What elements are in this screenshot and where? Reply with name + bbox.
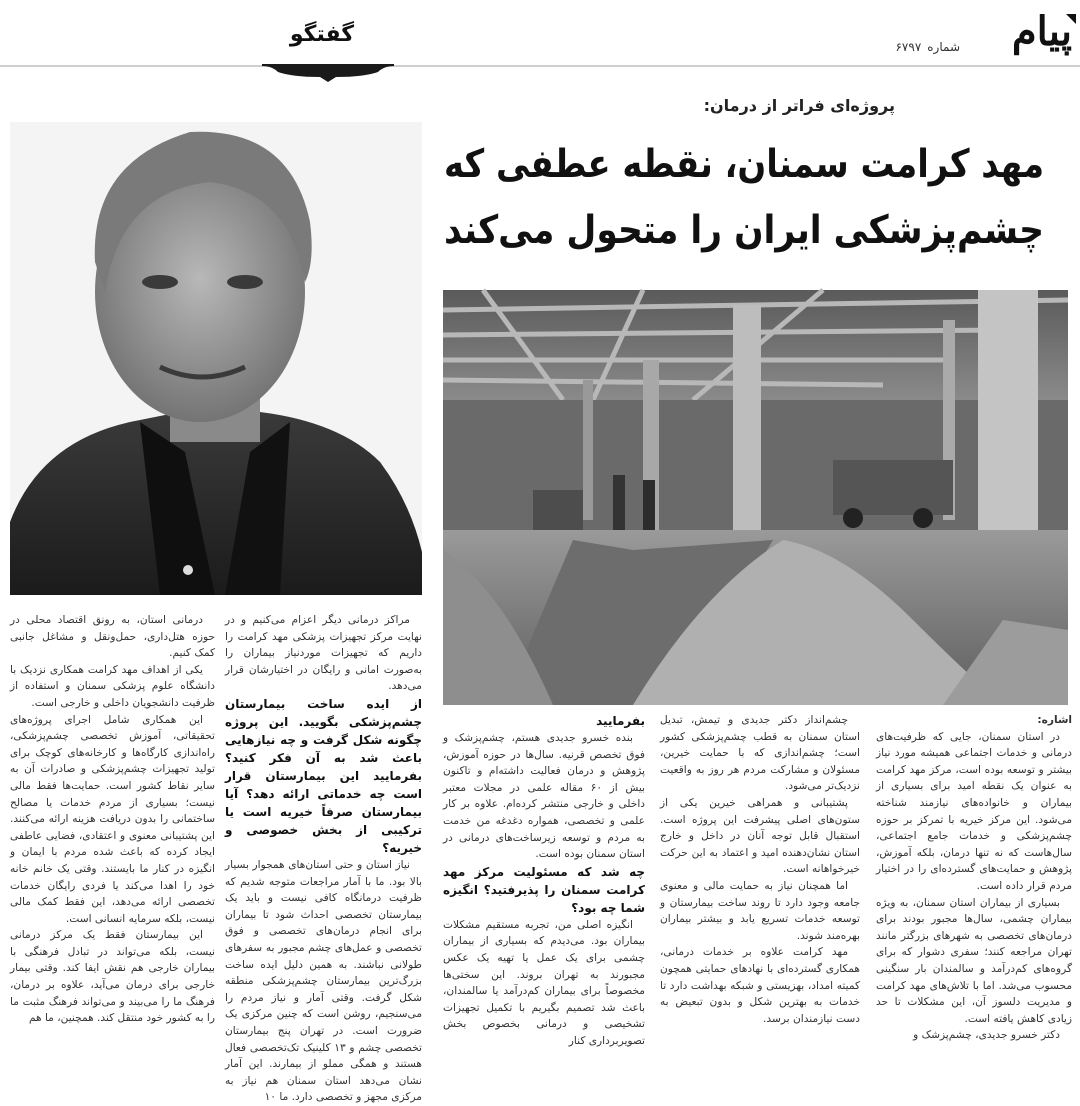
paragraph: دکتر خسرو جدیدی، چشم‌پزشک و [913,1029,1060,1042]
construction-site-photo [443,290,1068,705]
header-rule [0,65,1080,67]
paragraph: یکی از اهداف مهد کرامت همکاری نزدیک با دانشگاه علوم پزشکی سمنان و استفاده از ظرفیت دانشجویان داخلی و خارجی است. [10,663,215,709]
paragraph: پشتیبانی و همراهی خیرین یکی از ستون‌های اصلی پیشرفت این پروژه است. استقبال قابل توجه آنان در داخل و خارج استان نشان‌دهنده امید و اعتماد به این حرکت خیرخواهانه است. [660,796,860,876]
paragraph: مهد کرامت علاوه بر خدمات درمانی، همکاری گسترده‌ای با نهادهای حمایتی همچون کمیته امداد، بهزیستی و شبکه بهداشت دارد تا خدمات به بهترین شکل و بدون تبعیض به دست نیازمندان برسد. [660,946,860,1025]
interview-answer: بنده خسرو جدیدی هستم، چشم‌پزشک و فوق تخصص قرنیه. سال‌ها در حوزه آموزش، پژوهش و درمان فعالیت داشته‌ام و تاکنون بیش از ۶۰ مقاله علمی در مجلات معتبر داخلی و خارجی منتشر کرده‌ام. علاوه بر کار علمی و تخصصی، همواره دغدغه من خدمت به مردم و توسعه زیرساخت‌های درمانی در استان سمنان بوده است. [443,732,645,861]
paragraph: اما همچنان نیاز به حمایت مالی و معنوی جامعه وجود دارد تا روند ساخت بیمارستان و توسعه خدمات تسریع یابد و بیشتر بیماران بهره‌مند شوند. [660,879,860,942]
paragraph: این بیمارستان فقط یک مرکز درمانی نیست، بلکه می‌تواند در تبادل فرهنگی با بیماران خارجی هم نقش ایفا کند. وقتی بیمار خارجی برای درمان می‌آید، علاوه بر درمان، فرهنگ ما را می‌بیند و می‌تواند فرهنگ مثبت ما را به کشور خود منتقل کند. همچنین، ما هم [10,929,215,1025]
headline-line: چشم‌پزشکی ایران را متحول می‌کند [444,208,1044,253]
paragraph: این همکاری شامل اجرای پروژه‌های تحقیقاتی، آموزش تخصصی چشم‌پزشکی، راه‌اندازی کارگاه‌ها و کارخانه‌های کوچک برای تولید تجهیزات چشم‌پزشکی و صادرات آن به سایر نقاط کشور است. حمایت‌ها فقط مالی نیست؛ بسیاری از مردم خدمات یا مصالح ساختمانی را بدون دریافت هزینه ارائه می‌کنند. این پشتیبانی معنوی و اعتقادی، فضایی عاطفی ایجاد کرده که باعث شده مردم با ایمان و انگیزه در کنار ما بایستند. وقتی یک خانم خانه خود را اهدا می‌کند یا فردی رایگان خدمات تخصصی ارائه می‌دهد، این فقط کمک مالی نیست، بلکه سرمایه انسانی است. [10,713,215,925]
article-column-interview [225,612,422,1104]
interview-question: از ایده ساخت بیمارستان چشم‌پزشکی بگویید. این پروژه چگونه شکل گرفت و چه نیازهایی باعث شد به آن فکر کنید؟ بفرمایید این بیمارستان قرار است چه خدماتی ارائه دهد؟ آیا بیمارستان صرفاً خیریه است یا ترکیبی از بخش خصوصی و خیریه؟ [225,696,422,855]
article-column [660,712,860,1080]
interview-question: بفرمایید [596,714,645,728]
headline-row [444,198,1044,264]
interview-answer: انگیزه اصلی من، تجربه مستقیم مشکلات بیماران بود. می‌دیدم که بسیاری از بیماران چشمی برای یک عمل یا تهیه یک عکس مجبورند به تهران بروند. این سختی‌ها مخصوصاً برای بیماران کم‌درآمد یا سالمندان، باعث شد تصمیم بگیریم با تکمیل تجهیزات تشخیصی و درمانی بخصوص بخش تصویربرداری کنار [443,918,645,1047]
paragraph: بسیاری از بیماران استان سمنان، به ویژه بیماران چشمی، سال‌ها مجبور بودند برای درمان‌های تخصصی به شهرهای بزرگتر مانند تهران مراجعه کنند؛ سفری دشوار که برای گروه‌های کم‌درآمد و سالمندان بار سنگینی محسوب می‌شد. اما با تلاش‌های مهد کرامت و مدیریت دلسوز آن، این مشکلات تا حد زیادی کاهش یافته است. [876,896,1072,1025]
section-title: گفتگو [289,22,355,47]
paragraph: در استان سمنان، جایی که ظرفیت‌های درمانی و خدمات اجتماعی همیشه مورد نیاز بیشتر و توسعه بوده است، مرکز مهد کرامت به عنوان یک نقطه امید برای بسیاری از بیماران و خانواده‌های نیازمند شناخته می‌شود. این مرکز خیریه با تمرکز بر حوزه چشم‌پزشکی و خدمات جامع اجتماعی، سال‌هاست که نه تنها درمان، بلکه آموزش، پژوهش و حمایت‌های گسترده‌ای را در اختیار مردم قرار داده است. [876,730,1072,892]
issue-number [889,40,960,54]
paragraph: چشم‌انداز دکتر جدیدی و تیمش، تبدیل استان سمنان به قطب چشم‌پزشکی کشور است؛ چشم‌اندازی که با حمایت خیرین، مسئولان و مشارکت مردم هر روز به واقعیت نزدیک‌تر می‌شود. [660,714,860,793]
interview-question: چه شد که مسئولیت مرکز مهد کرامت سمنان را پذیرفتید؟ انگیزه شما چه بود؟ [443,864,645,915]
issue-value: ۶۷۹۷ [895,40,922,54]
newspaper-logo: پیام [1011,8,1072,55]
headline-line: مهد کرامت سمنان، نقطه عطفی که [443,142,1044,187]
article-column [10,612,215,1080]
headline [444,132,1044,264]
section-banner-ornament [262,64,394,82]
intro-label: اشاره: [1037,714,1072,726]
article-column-interview [443,712,645,1080]
paragraph: درمانی استان، به رونق اقتصاد محلی در حوزه هتل‌داری، حمل‌ونقل و مشاغل جانبی کمک کنیم. [10,614,215,660]
issue-label: شماره [927,40,960,54]
kicker: پروژه‌ای فراتر از درمان: [703,96,895,115]
headline-row [444,132,1044,198]
article-column-intro [876,712,1072,1080]
interview-answer: مراکز درمانی دیگر اعزام می‌کنیم و در نهایت مرکز تجهیزات پزشکی مهد کرامت را داریم که تجهیزات موردنیاز بیماران را به‌صورت امانی و رایگان در اختیارشان قرار می‌دهد. [225,614,422,693]
interview-answer: نیاز استان و حتی استان‌های همجوار بسیار بالا بود. ما با آمار مراجعات متوجه شدیم که ظرفیت درمانگاه کافی نیست و باید یک بیمارستان تخصصی احداث شود تا بیماران برای انجام درمان‌های تخصصی و فوق تخصصی و عمل‌های چشم مجبور به سفرهای طولانی نباشند. به همین دلیل ایده ساخت بزرگ‌ترین بیمارستان چشم‌پزشکی منطقه شکل گرفت. وقتی آمار و نیاز مردم را می‌سنجیم، روشن است که چنین مرکزی یک ضرورت است. در تهران پنج بیمارستان تخصصی چشم و ۱۳ کلینیک تک‌تخصصی فعال هستند و همگی مملو از بیمارند. این آمار نشان می‌دهد استان سمنان هم نیاز به مرکزی مجهز و تخصصی دارد. ما ۱۰ [225,858,422,1104]
